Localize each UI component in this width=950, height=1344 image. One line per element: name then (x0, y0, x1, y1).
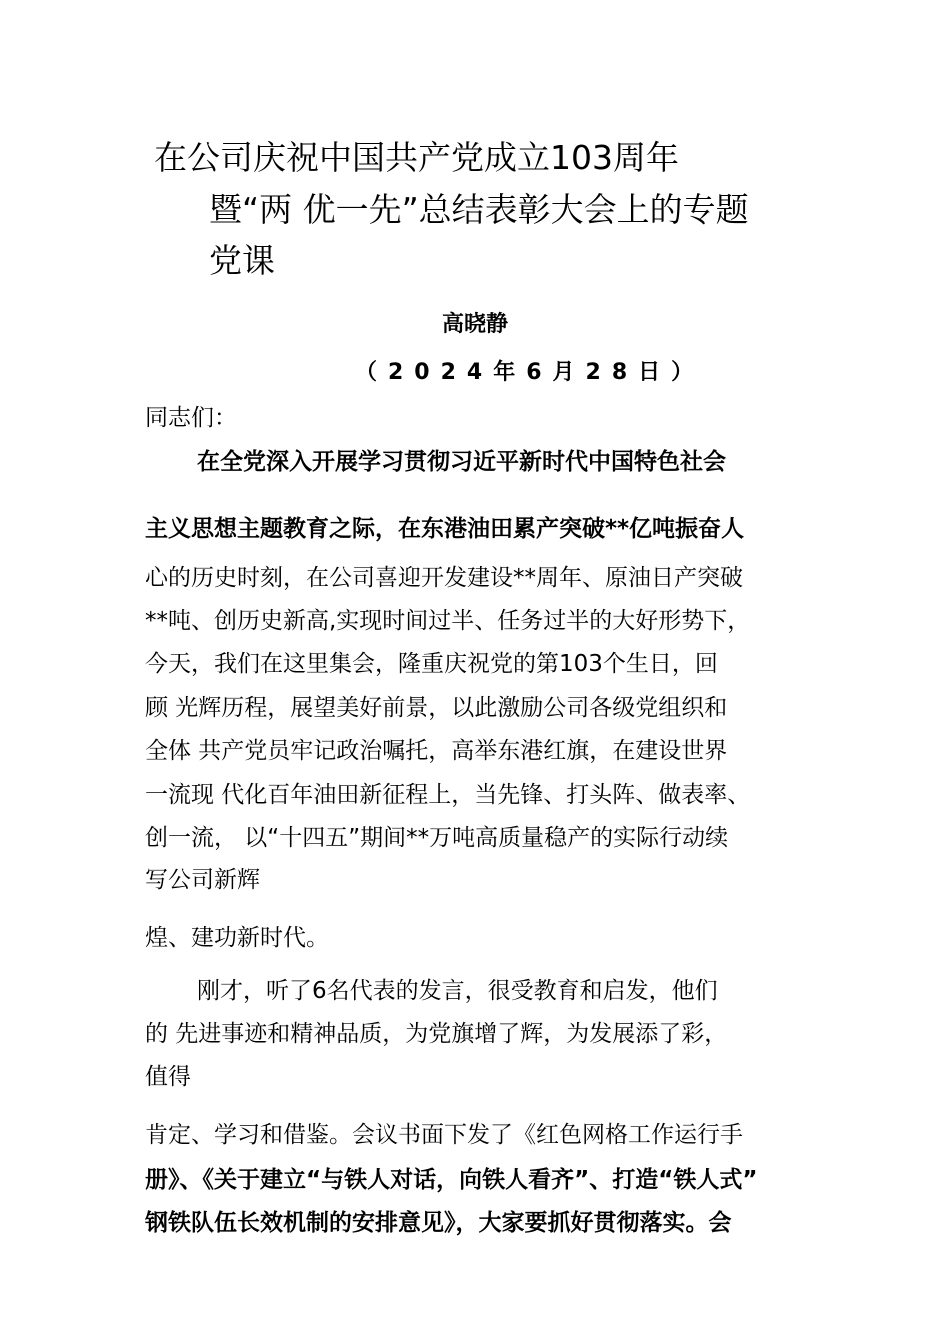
title-line-2: 暨“两 优一先”总结表彰大会上的专题 (209, 190, 749, 229)
body-line-4: **吨、创历史新高,实现时间过半、任务过半的大好形势下， (145, 608, 751, 634)
body-line-11: 煌、建功新时代。 (145, 925, 329, 951)
author-name: 高晓静 (441, 312, 508, 337)
body-line-1: 在全党深入开展学习贯彻习近平新时代中国特色社会 (197, 449, 726, 475)
body-line-5: 今天，我们在这里集会，隆重庆祝党的第103个生日，回 (145, 651, 718, 677)
body-line-8: 一流现 代化百年油田新征程上，当先锋、打头阵、做表率、 (145, 782, 751, 808)
body-line-7: 全体 共产党员牢记政治嘱托，高举东港红旗，在建设世界 (145, 738, 728, 764)
body-line-2: 主义思想主题教育之际，在东港油田累产突破**亿吨振奋人 (145, 516, 745, 542)
body-line-16: 册》、《关于建立“与铁人对话，向铁人看齐”、打造“铁人式” (145, 1167, 758, 1193)
body-line-3: 心的历史时刻，在公司喜迎开发建设**周年、原油日产突破 (145, 565, 743, 591)
title-line-3: 党课 (209, 241, 275, 280)
body-line-12: 刚才，听了6名代表的发言，很受教育和启发，他们 (197, 978, 718, 1004)
body-line-15: 肯定、学习和借鉴。会议书面下发了《红色网格工作运行手 (145, 1122, 743, 1148)
body-line-13: 的 先进事迹和精神品质，为党旗增了辉，为发展添了彩， (145, 1021, 728, 1047)
title-line-1: 在公司庆祝中国共产党成立103周年 (154, 138, 679, 177)
document-date: （2024年6月28日） (355, 360, 705, 385)
body-line-9: 创一流， 以“十四五”期间**万吨高质量稳产的实际行动续 (145, 825, 729, 851)
body-line-6: 顾 光辉历程，展望美好前景，以此激励公司各级党组织和 (145, 695, 728, 721)
greeting: 同志们： (145, 405, 237, 431)
body-line-17: 钢铁队伍长效机制的安排意见》，大家要抓好贯彻落实。会 (145, 1210, 732, 1236)
body-line-14: 值得 (145, 1064, 191, 1090)
body-line-10: 写公司新辉 (145, 867, 260, 893)
